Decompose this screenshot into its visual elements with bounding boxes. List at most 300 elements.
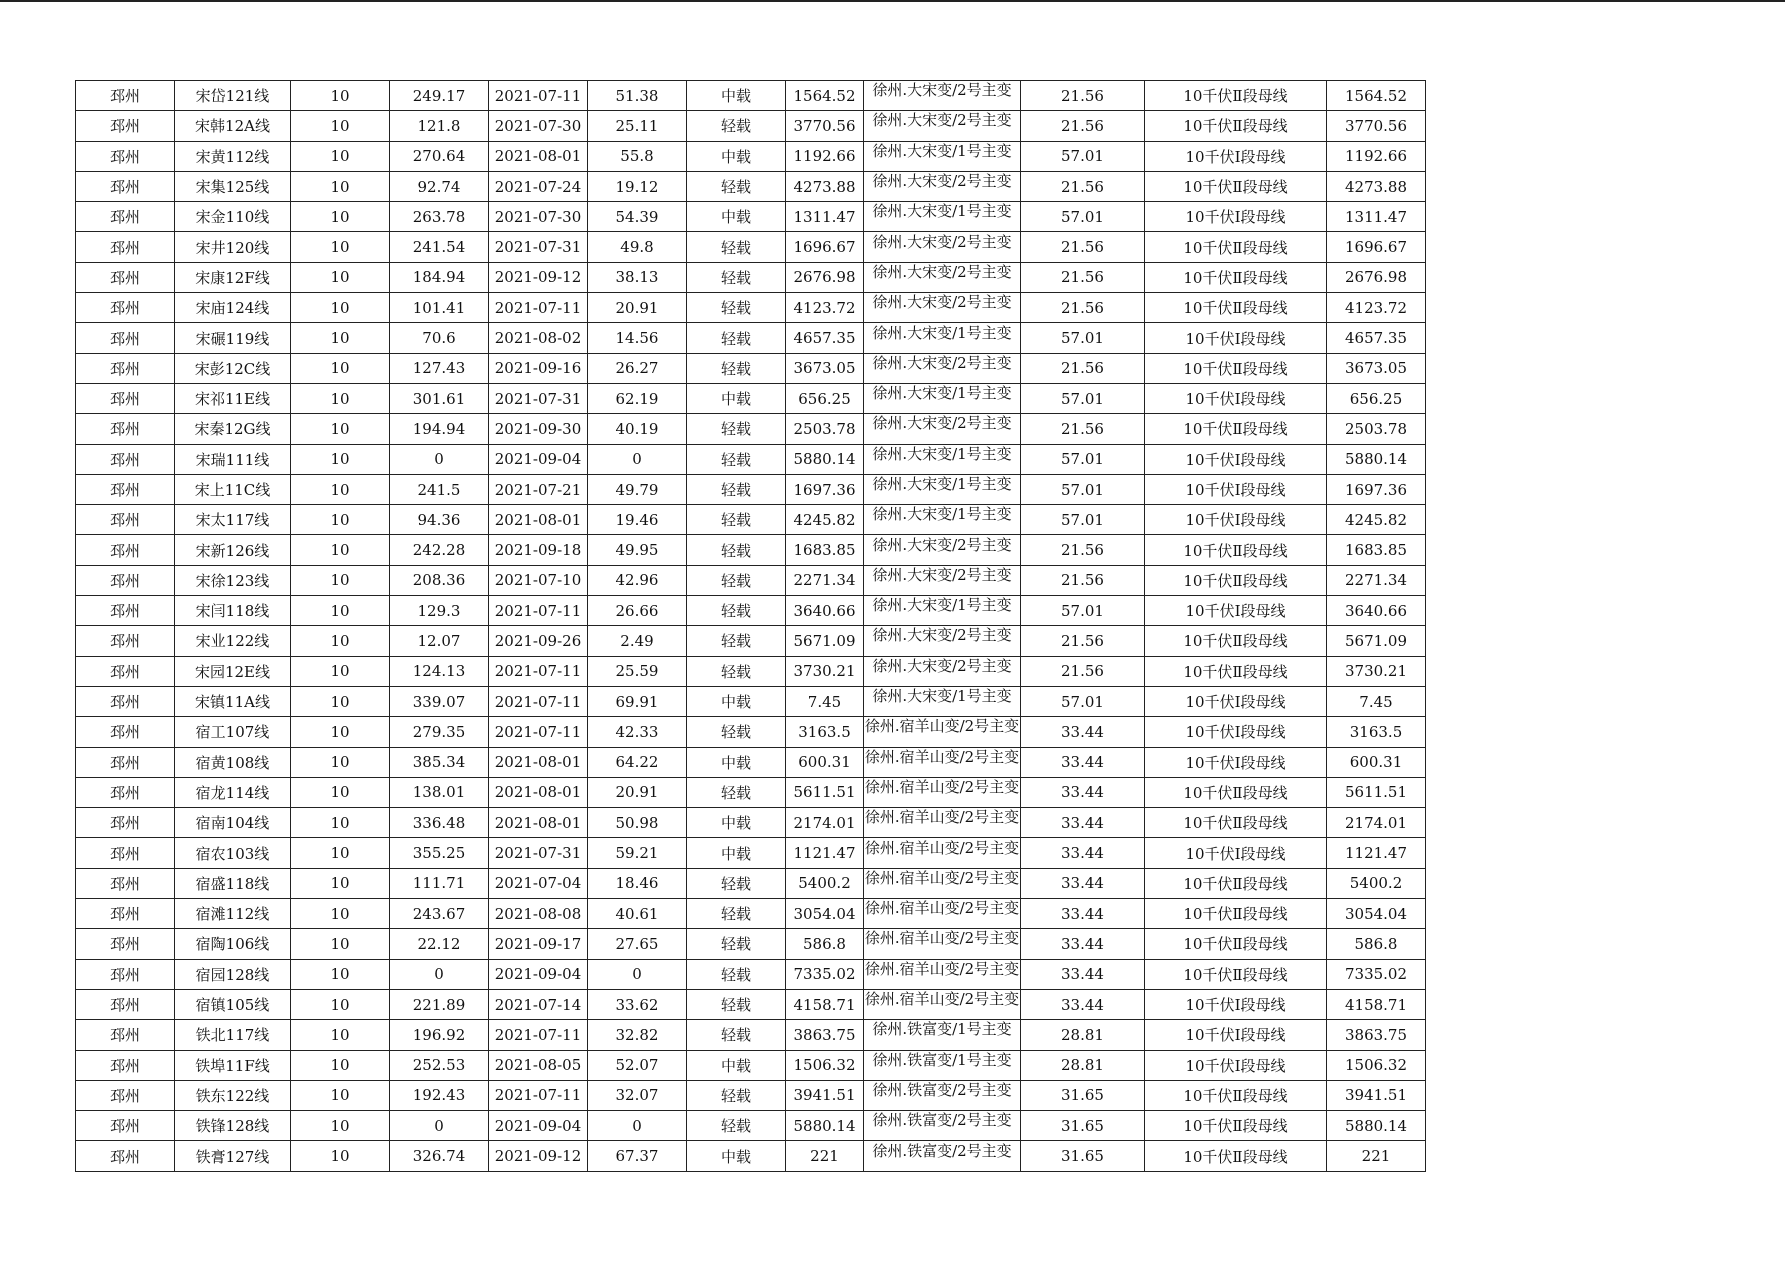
load-cell: 301.61 [390, 383, 489, 413]
load-cell: 12.07 [390, 626, 489, 656]
transformer-load-rate-cell: 21.56 [1021, 535, 1145, 565]
table-row [76, 353, 1426, 383]
busbar-cell: 10千伏Ⅰ段母线 [1145, 717, 1327, 747]
line-name-cell: 宋镇11A线 [175, 686, 291, 716]
transformer-load-rate-cell: 57.01 [1021, 505, 1145, 535]
load-rate-cell: 42.33 [588, 717, 687, 747]
date-cell: 2021-08-01 [489, 747, 588, 777]
voltage-cell: 10 [291, 505, 390, 535]
county-cell: 邳州 [76, 626, 175, 656]
substation-transformer-cell: 徐州.大宋变/2号主变 [864, 171, 1021, 201]
line-name-cell: 宿陶106线 [175, 929, 291, 959]
county-cell: 邳州 [76, 535, 175, 565]
substation-transformer-cell: 徐州.宿羊山变/2号主变 [864, 868, 1021, 898]
load-status-cell: 轻载 [687, 171, 786, 201]
county-cell: 邳州 [76, 444, 175, 474]
table-row [76, 1080, 1426, 1110]
busbar-cell: 10千伏Ⅱ段母线 [1145, 353, 1327, 383]
date-cell: 2021-09-17 [489, 929, 588, 959]
date-cell: 2021-09-04 [489, 444, 588, 474]
busbar-cell: 10千伏Ⅱ段母线 [1145, 656, 1327, 686]
load-rate-cell: 32.07 [588, 1080, 687, 1110]
load-status-cell: 中载 [687, 686, 786, 716]
load-status-cell: 中载 [687, 838, 786, 868]
busbar-cell: 10千伏Ⅱ段母线 [1145, 81, 1327, 111]
spare-capacity-cell: 5611.51 [786, 777, 864, 807]
load-status-cell: 轻载 [687, 989, 786, 1019]
voltage-cell: 10 [291, 1020, 390, 1050]
substation-transformer-cell: 徐州.铁富变/2号主变 [864, 1111, 1021, 1141]
spare-capacity-cell: 4123.72 [786, 293, 864, 323]
date-cell: 2021-07-11 [489, 686, 588, 716]
load-rate-cell: 26.66 [588, 596, 687, 626]
date-cell: 2021-07-30 [489, 202, 588, 232]
county-cell: 邳州 [76, 202, 175, 232]
load-cell: 208.36 [390, 565, 489, 595]
busbar-cell: 10千伏Ⅰ段母线 [1145, 686, 1327, 716]
load-status-cell: 中载 [687, 383, 786, 413]
busbar-cell: 10千伏Ⅱ段母线 [1145, 808, 1327, 838]
available-capacity-cell: 586.8 [1327, 929, 1426, 959]
load-status-cell: 轻载 [687, 535, 786, 565]
table-row [76, 323, 1426, 353]
line-name-cell: 宿农103线 [175, 838, 291, 868]
load-status-cell: 轻载 [687, 656, 786, 686]
table-row [76, 81, 1426, 111]
voltage-cell: 10 [291, 293, 390, 323]
spare-capacity-cell: 656.25 [786, 383, 864, 413]
substation-transformer-cell: 徐州.宿羊山变/2号主变 [864, 929, 1021, 959]
county-cell: 邳州 [76, 111, 175, 141]
line-name-cell: 宋集125线 [175, 171, 291, 201]
busbar-cell: 10千伏Ⅰ段母线 [1145, 202, 1327, 232]
load-cell: 339.07 [390, 686, 489, 716]
available-capacity-cell: 4657.35 [1327, 323, 1426, 353]
substation-transformer-cell: 徐州.大宋变/1号主变 [864, 141, 1021, 171]
table-row [76, 232, 1426, 262]
county-cell: 邳州 [76, 596, 175, 626]
load-rate-cell: 59.21 [588, 838, 687, 868]
date-cell: 2021-09-04 [489, 959, 588, 989]
load-rate-cell: 69.91 [588, 686, 687, 716]
load-status-cell: 中载 [687, 81, 786, 111]
load-cell: 138.01 [390, 777, 489, 807]
table-row [76, 808, 1426, 838]
substation-transformer-cell: 徐州.铁富变/2号主变 [864, 1141, 1021, 1171]
load-rate-cell: 0 [588, 1111, 687, 1141]
line-name-cell: 宋金110线 [175, 202, 291, 232]
load-status-cell: 轻载 [687, 565, 786, 595]
load-cell: 336.48 [390, 808, 489, 838]
busbar-cell: 10千伏Ⅰ段母线 [1145, 323, 1327, 353]
date-cell: 2021-08-02 [489, 323, 588, 353]
line-name-cell: 宿园128线 [175, 959, 291, 989]
load-rate-cell: 40.19 [588, 414, 687, 444]
voltage-cell: 10 [291, 868, 390, 898]
spare-capacity-cell: 4245.82 [786, 505, 864, 535]
load-cell: 194.94 [390, 414, 489, 444]
busbar-cell: 10千伏Ⅱ段母线 [1145, 899, 1327, 929]
date-cell: 2021-07-10 [489, 565, 588, 595]
county-cell: 邳州 [76, 414, 175, 444]
busbar-cell: 10千伏Ⅰ段母线 [1145, 444, 1327, 474]
line-name-cell: 宋太117线 [175, 505, 291, 535]
spare-capacity-cell: 4273.88 [786, 171, 864, 201]
table-row [76, 474, 1426, 504]
load-rate-cell: 19.46 [588, 505, 687, 535]
load-cell: 94.36 [390, 505, 489, 535]
voltage-cell: 10 [291, 444, 390, 474]
transformer-load-rate-cell: 33.44 [1021, 929, 1145, 959]
voltage-cell: 10 [291, 777, 390, 807]
date-cell: 2021-09-12 [489, 262, 588, 292]
spare-capacity-cell: 5400.2 [786, 868, 864, 898]
table-row [76, 202, 1426, 232]
load-rate-cell: 42.96 [588, 565, 687, 595]
load-rate-cell: 14.56 [588, 323, 687, 353]
load-status-cell: 轻载 [687, 1020, 786, 1050]
load-status-cell: 轻载 [687, 899, 786, 929]
load-rate-cell: 0 [588, 959, 687, 989]
load-rate-cell: 54.39 [588, 202, 687, 232]
table-row [76, 717, 1426, 747]
line-name-cell: 宋瑞111线 [175, 444, 291, 474]
county-cell: 邳州 [76, 989, 175, 1019]
line-name-cell: 宋韩12A线 [175, 111, 291, 141]
load-status-cell: 轻载 [687, 444, 786, 474]
load-status-cell: 轻载 [687, 596, 786, 626]
busbar-cell: 10千伏Ⅰ段母线 [1145, 989, 1327, 1019]
transformer-load-rate-cell: 33.44 [1021, 959, 1145, 989]
transformer-load-rate-cell: 28.81 [1021, 1020, 1145, 1050]
substation-transformer-cell: 徐州.宿羊山变/2号主变 [864, 747, 1021, 777]
load-cell: 326.74 [390, 1141, 489, 1171]
transformer-load-rate-cell: 57.01 [1021, 596, 1145, 626]
busbar-cell: 10千伏Ⅱ段母线 [1145, 414, 1327, 444]
busbar-cell: 10千伏Ⅱ段母线 [1145, 959, 1327, 989]
line-name-cell: 铁北117线 [175, 1020, 291, 1050]
busbar-cell: 10千伏Ⅱ段母线 [1145, 535, 1327, 565]
date-cell: 2021-07-11 [489, 81, 588, 111]
available-capacity-cell: 2676.98 [1327, 262, 1426, 292]
load-cell: 124.13 [390, 656, 489, 686]
transformer-load-rate-cell: 31.65 [1021, 1080, 1145, 1110]
line-name-cell: 宋徐123线 [175, 565, 291, 595]
substation-transformer-cell: 徐州.大宋变/1号主变 [864, 505, 1021, 535]
date-cell: 2021-08-01 [489, 141, 588, 171]
substation-transformer-cell: 徐州.大宋变/1号主变 [864, 202, 1021, 232]
table-row [76, 777, 1426, 807]
county-cell: 邳州 [76, 1111, 175, 1141]
line-name-cell: 宋庙124线 [175, 293, 291, 323]
table-row [76, 626, 1426, 656]
spare-capacity-cell: 4657.35 [786, 323, 864, 353]
voltage-cell: 10 [291, 596, 390, 626]
line-name-cell: 宋秦12G线 [175, 414, 291, 444]
available-capacity-cell: 656.25 [1327, 383, 1426, 413]
date-cell: 2021-08-01 [489, 505, 588, 535]
table-row [76, 111, 1426, 141]
spare-capacity-cell: 1311.47 [786, 202, 864, 232]
date-cell: 2021-07-31 [489, 383, 588, 413]
voltage-cell: 10 [291, 262, 390, 292]
substation-transformer-cell: 徐州.大宋变/2号主变 [864, 414, 1021, 444]
load-cell: 92.74 [390, 171, 489, 201]
load-rate-cell: 25.11 [588, 111, 687, 141]
load-cell: 121.8 [390, 111, 489, 141]
load-cell: 385.34 [390, 747, 489, 777]
voltage-cell: 10 [291, 747, 390, 777]
table-row [76, 747, 1426, 777]
available-capacity-cell: 1683.85 [1327, 535, 1426, 565]
line-name-cell: 宿工107线 [175, 717, 291, 747]
load-status-cell: 轻载 [687, 626, 786, 656]
spare-capacity-cell: 1192.66 [786, 141, 864, 171]
load-rate-cell: 0 [588, 444, 687, 474]
voltage-cell: 10 [291, 535, 390, 565]
date-cell: 2021-08-08 [489, 899, 588, 929]
table-row [76, 293, 1426, 323]
county-cell: 邳州 [76, 1020, 175, 1050]
substation-transformer-cell: 徐州.大宋变/2号主变 [864, 81, 1021, 111]
transformer-load-rate-cell: 21.56 [1021, 353, 1145, 383]
substation-transformer-cell: 徐州.宿羊山变/2号主变 [864, 989, 1021, 1019]
substation-transformer-cell: 徐州.大宋变/2号主变 [864, 535, 1021, 565]
substation-transformer-cell: 徐州.铁富变/2号主变 [864, 1080, 1021, 1110]
line-name-cell: 铁东122线 [175, 1080, 291, 1110]
transformer-load-rate-cell: 57.01 [1021, 474, 1145, 504]
load-status-cell: 中载 [687, 808, 786, 838]
transformer-load-rate-cell: 57.01 [1021, 686, 1145, 716]
spare-capacity-cell: 3730.21 [786, 656, 864, 686]
line-name-cell: 宋碾119线 [175, 323, 291, 353]
line-name-cell: 宿龙114线 [175, 777, 291, 807]
voltage-cell: 10 [291, 81, 390, 111]
load-cell: 270.64 [390, 141, 489, 171]
table-row [76, 868, 1426, 898]
spare-capacity-cell: 7335.02 [786, 959, 864, 989]
transformer-load-rate-cell: 21.56 [1021, 81, 1145, 111]
county-cell: 邳州 [76, 141, 175, 171]
voltage-cell: 10 [291, 202, 390, 232]
table-row [76, 838, 1426, 868]
load-rate-cell: 26.27 [588, 353, 687, 383]
substation-transformer-cell: 徐州.宿羊山变/2号主变 [864, 959, 1021, 989]
line-name-cell: 宋闫118线 [175, 596, 291, 626]
busbar-cell: 10千伏Ⅰ段母线 [1145, 1020, 1327, 1050]
load-rate-cell: 32.82 [588, 1020, 687, 1050]
transformer-load-rate-cell: 21.56 [1021, 232, 1145, 262]
voltage-cell: 10 [291, 1050, 390, 1080]
substation-transformer-cell: 徐州.大宋变/1号主变 [864, 686, 1021, 716]
busbar-cell: 10千伏Ⅰ段母线 [1145, 505, 1327, 535]
load-cell: 70.6 [390, 323, 489, 353]
transformer-load-rate-cell: 31.65 [1021, 1141, 1145, 1171]
voltage-cell: 10 [291, 383, 390, 413]
voltage-cell: 10 [291, 929, 390, 959]
county-cell: 邳州 [76, 959, 175, 989]
available-capacity-cell: 3770.56 [1327, 111, 1426, 141]
table-row [76, 959, 1426, 989]
date-cell: 2021-07-11 [489, 1080, 588, 1110]
table-row [76, 141, 1426, 171]
load-rate-cell: 64.22 [588, 747, 687, 777]
substation-transformer-cell: 徐州.大宋变/2号主变 [864, 232, 1021, 262]
date-cell: 2021-08-01 [489, 808, 588, 838]
load-status-cell: 轻载 [687, 323, 786, 353]
load-rate-cell: 33.62 [588, 989, 687, 1019]
date-cell: 2021-09-16 [489, 353, 588, 383]
available-capacity-cell: 1506.32 [1327, 1050, 1426, 1080]
spare-capacity-cell: 1121.47 [786, 838, 864, 868]
voltage-cell: 10 [291, 232, 390, 262]
load-status-cell: 轻载 [687, 353, 786, 383]
table-row [76, 1020, 1426, 1050]
county-cell: 邳州 [76, 838, 175, 868]
substation-transformer-cell: 徐州.大宋变/2号主变 [864, 353, 1021, 383]
transformer-load-rate-cell: 57.01 [1021, 444, 1145, 474]
date-cell: 2021-07-11 [489, 656, 588, 686]
voltage-cell: 10 [291, 323, 390, 353]
available-capacity-cell: 1564.52 [1327, 81, 1426, 111]
table-row [76, 444, 1426, 474]
transformer-load-rate-cell: 31.65 [1021, 1111, 1145, 1141]
available-capacity-cell: 3640.66 [1327, 596, 1426, 626]
load-cell: 101.41 [390, 293, 489, 323]
spare-capacity-cell: 2676.98 [786, 262, 864, 292]
voltage-cell: 10 [291, 626, 390, 656]
line-name-cell: 宿南104线 [175, 808, 291, 838]
county-cell: 邳州 [76, 262, 175, 292]
transformer-load-rate-cell: 33.44 [1021, 717, 1145, 747]
load-cell: 127.43 [390, 353, 489, 383]
load-rate-cell: 20.91 [588, 293, 687, 323]
available-capacity-cell: 4245.82 [1327, 505, 1426, 535]
voltage-cell: 10 [291, 565, 390, 595]
load-cell: 243.67 [390, 899, 489, 929]
load-cell: 263.78 [390, 202, 489, 232]
available-capacity-cell: 1311.47 [1327, 202, 1426, 232]
table-row [76, 535, 1426, 565]
load-cell: 0 [390, 959, 489, 989]
voltage-cell: 10 [291, 959, 390, 989]
spare-capacity-cell: 1697.36 [786, 474, 864, 504]
transformer-load-rate-cell: 33.44 [1021, 747, 1145, 777]
load-rate-cell: 55.8 [588, 141, 687, 171]
available-capacity-cell: 3730.21 [1327, 656, 1426, 686]
substation-transformer-cell: 徐州.大宋变/1号主变 [864, 383, 1021, 413]
available-capacity-cell: 3673.05 [1327, 353, 1426, 383]
table-row [76, 899, 1426, 929]
substation-transformer-cell: 徐州.宿羊山变/2号主变 [864, 717, 1021, 747]
county-cell: 邳州 [76, 868, 175, 898]
voltage-cell: 10 [291, 899, 390, 929]
substation-transformer-cell: 徐州.大宋变/2号主变 [864, 111, 1021, 141]
load-status-cell: 中载 [687, 141, 786, 171]
date-cell: 2021-07-31 [489, 838, 588, 868]
spare-capacity-cell: 2174.01 [786, 808, 864, 838]
spare-capacity-cell: 1683.85 [786, 535, 864, 565]
load-cell: 111.71 [390, 868, 489, 898]
line-name-cell: 宿盛118线 [175, 868, 291, 898]
county-cell: 邳州 [76, 565, 175, 595]
available-capacity-cell: 1192.66 [1327, 141, 1426, 171]
substation-transformer-cell: 徐州.大宋变/1号主变 [864, 444, 1021, 474]
county-cell: 邳州 [76, 1080, 175, 1110]
load-status-cell: 中载 [687, 1050, 786, 1080]
voltage-cell: 10 [291, 989, 390, 1019]
substation-transformer-cell: 徐州.大宋变/2号主变 [864, 262, 1021, 292]
line-name-cell: 宿黄108线 [175, 747, 291, 777]
line-name-cell: 铁膏127线 [175, 1141, 291, 1171]
available-capacity-cell: 5400.2 [1327, 868, 1426, 898]
transformer-load-rate-cell: 57.01 [1021, 323, 1145, 353]
available-capacity-cell: 4273.88 [1327, 171, 1426, 201]
date-cell: 2021-07-14 [489, 989, 588, 1019]
transformer-load-rate-cell: 21.56 [1021, 171, 1145, 201]
line-name-cell: 铁锋128线 [175, 1111, 291, 1141]
line-name-cell: 宋岱121线 [175, 81, 291, 111]
load-rate-cell: 40.61 [588, 899, 687, 929]
substation-transformer-cell: 徐州.铁富变/1号主变 [864, 1050, 1021, 1080]
load-cell: 242.28 [390, 535, 489, 565]
transformer-load-rate-cell: 21.56 [1021, 293, 1145, 323]
load-status-cell: 轻载 [687, 414, 786, 444]
spare-capacity-cell: 3673.05 [786, 353, 864, 383]
load-rate-cell: 52.07 [588, 1050, 687, 1080]
date-cell: 2021-07-11 [489, 1020, 588, 1050]
county-cell: 邳州 [76, 929, 175, 959]
load-cell: 279.35 [390, 717, 489, 747]
load-status-cell: 轻载 [687, 474, 786, 504]
voltage-cell: 10 [291, 1141, 390, 1171]
busbar-cell: 10千伏Ⅱ段母线 [1145, 777, 1327, 807]
available-capacity-cell: 600.31 [1327, 747, 1426, 777]
date-cell: 2021-09-18 [489, 535, 588, 565]
line-name-cell: 宋康12F线 [175, 262, 291, 292]
busbar-cell: 10千伏Ⅱ段母线 [1145, 262, 1327, 292]
load-status-cell: 轻载 [687, 929, 786, 959]
spare-capacity-cell: 5880.14 [786, 444, 864, 474]
load-rate-cell: 25.59 [588, 656, 687, 686]
voltage-cell: 10 [291, 717, 390, 747]
available-capacity-cell: 2271.34 [1327, 565, 1426, 595]
county-cell: 邳州 [76, 717, 175, 747]
load-cell: 0 [390, 1111, 489, 1141]
load-rate-cell: 49.8 [588, 232, 687, 262]
substation-transformer-cell: 徐州.宿羊山变/2号主变 [864, 838, 1021, 868]
spare-capacity-cell: 5671.09 [786, 626, 864, 656]
voltage-cell: 10 [291, 1080, 390, 1110]
table-row [76, 505, 1426, 535]
load-status-cell: 轻载 [687, 505, 786, 535]
line-name-cell: 宋新126线 [175, 535, 291, 565]
available-capacity-cell: 5880.14 [1327, 1111, 1426, 1141]
busbar-cell: 10千伏Ⅱ段母线 [1145, 111, 1327, 141]
available-capacity-cell: 4158.71 [1327, 989, 1426, 1019]
load-status-cell: 中载 [687, 1141, 786, 1171]
load-cell: 22.12 [390, 929, 489, 959]
spare-capacity-cell: 2271.34 [786, 565, 864, 595]
voltage-cell: 10 [291, 111, 390, 141]
busbar-cell: 10千伏Ⅰ段母线 [1145, 838, 1327, 868]
date-cell: 2021-07-21 [489, 474, 588, 504]
substation-transformer-cell: 徐州.大宋变/1号主变 [864, 596, 1021, 626]
table-row [76, 383, 1426, 413]
date-cell: 2021-09-04 [489, 1111, 588, 1141]
load-cell: 192.43 [390, 1080, 489, 1110]
spare-capacity-cell: 3054.04 [786, 899, 864, 929]
